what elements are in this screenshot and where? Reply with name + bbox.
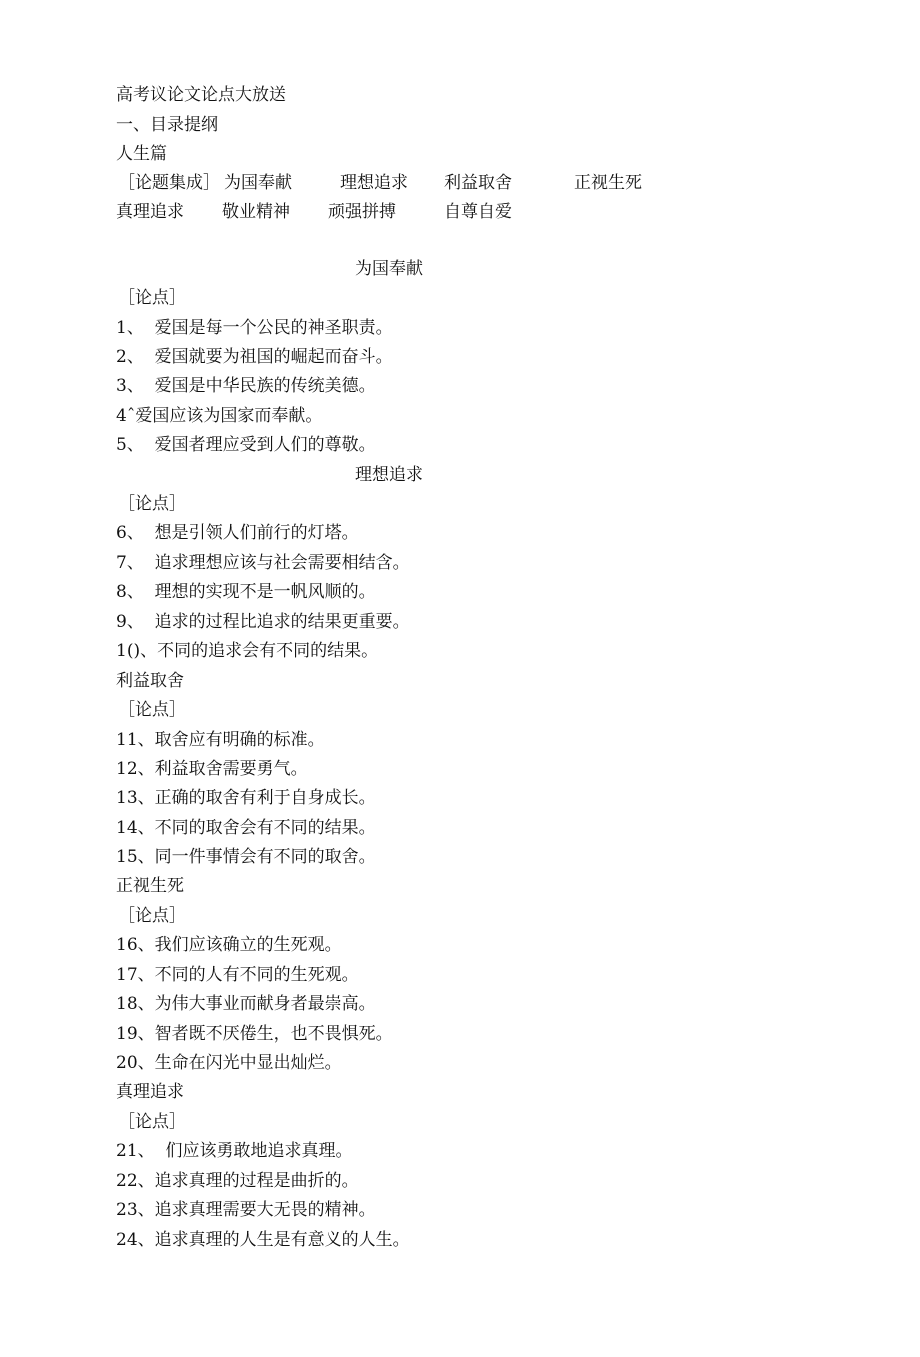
section-tag: ［论点］ [118, 494, 186, 514]
section-tag: ［论点］ [118, 906, 186, 926]
toc-part: 人生篇 [116, 144, 167, 164]
list-item: 9、 追求的过程比追求的结果更重要。 [116, 612, 410, 632]
list-item: 24、追求真理的人生是有意义的人生。 [116, 1230, 410, 1250]
toc-topic: 利益取舍 [444, 173, 512, 193]
toc-topic: 理想追求 [340, 173, 408, 193]
list-item: 19、智者既不厌倦生，也不畏惧死。 [116, 1024, 393, 1044]
toc-topic: 正视生死 [574, 173, 642, 193]
toc-topic: 为国奉献 [224, 173, 292, 193]
list-item: 11、取舍应有明确的标准。 [116, 730, 325, 750]
list-item: 22、追求真理的过程是曲折的。 [116, 1171, 359, 1191]
list-item: 1、 爱国是每一个公民的神圣职责。 [116, 318, 393, 338]
toc-topic: 真理追求 [116, 202, 184, 222]
list-item: 12、利益取舍需要勇气。 [116, 759, 308, 779]
list-item: 23、追求真理需要大无畏的精神。 [116, 1200, 376, 1220]
section-tag: ［论点］ [118, 700, 186, 720]
doc-title: 高考议论文论点大放送 [116, 85, 286, 105]
list-item: 4ˆ爱国应该为国家而奉献。 [116, 406, 323, 426]
section-title: 真理追求 [116, 1082, 184, 1102]
list-item: 18、为伟大事业而献身者最崇高。 [116, 994, 376, 1014]
section-title: 利益取舍 [116, 671, 184, 691]
toc-topic: 敬业精神 [222, 202, 290, 222]
list-item: 1()、不同的追求会有不同的结果。 [116, 641, 379, 661]
list-item: 21、 们应该勇敢地追求真理。 [116, 1141, 353, 1161]
section-tag: ［论点］ [118, 1112, 186, 1132]
list-item: 14、不同的取舍会有不同的结果。 [116, 818, 376, 838]
list-item: 3、 爱国是中华民族的传统美德。 [116, 376, 376, 396]
list-item: 13、正确的取舍有利于自身成长。 [116, 788, 376, 808]
list-item: 8、 理想的实现不是一帆风顺的。 [116, 582, 376, 602]
list-item: 2、 爱国就要为祖国的崛起而奋斗。 [116, 347, 393, 367]
list-item: 16、我们应该确立的生死观。 [116, 935, 342, 955]
list-item: 15、同一件事情会有不同的取舍。 [116, 847, 376, 867]
toc-heading: 一、目录提纲 [116, 115, 218, 135]
list-item: 6、 想是引领人们前行的灯塔。 [116, 523, 359, 543]
list-item: 20、生命在闪光中显出灿烂。 [116, 1053, 342, 1073]
toc-label: ［论题集成］ [118, 173, 220, 193]
list-item: 17、不同的人有不同的生死观。 [116, 965, 359, 985]
section-tag: ［论点］ [118, 288, 186, 308]
section-title: 理想追求 [355, 465, 423, 485]
list-item: 7、 追求理想应该与社会需要相结含。 [116, 553, 410, 573]
toc-topic: 自尊自爱 [444, 202, 512, 222]
section-title: 为国奉献 [355, 259, 423, 279]
section-title: 正视生死 [116, 876, 184, 896]
toc-topic: 顽强拼搏 [328, 202, 396, 222]
list-item: 5、 爱国者理应受到人们的尊敬。 [116, 435, 376, 455]
